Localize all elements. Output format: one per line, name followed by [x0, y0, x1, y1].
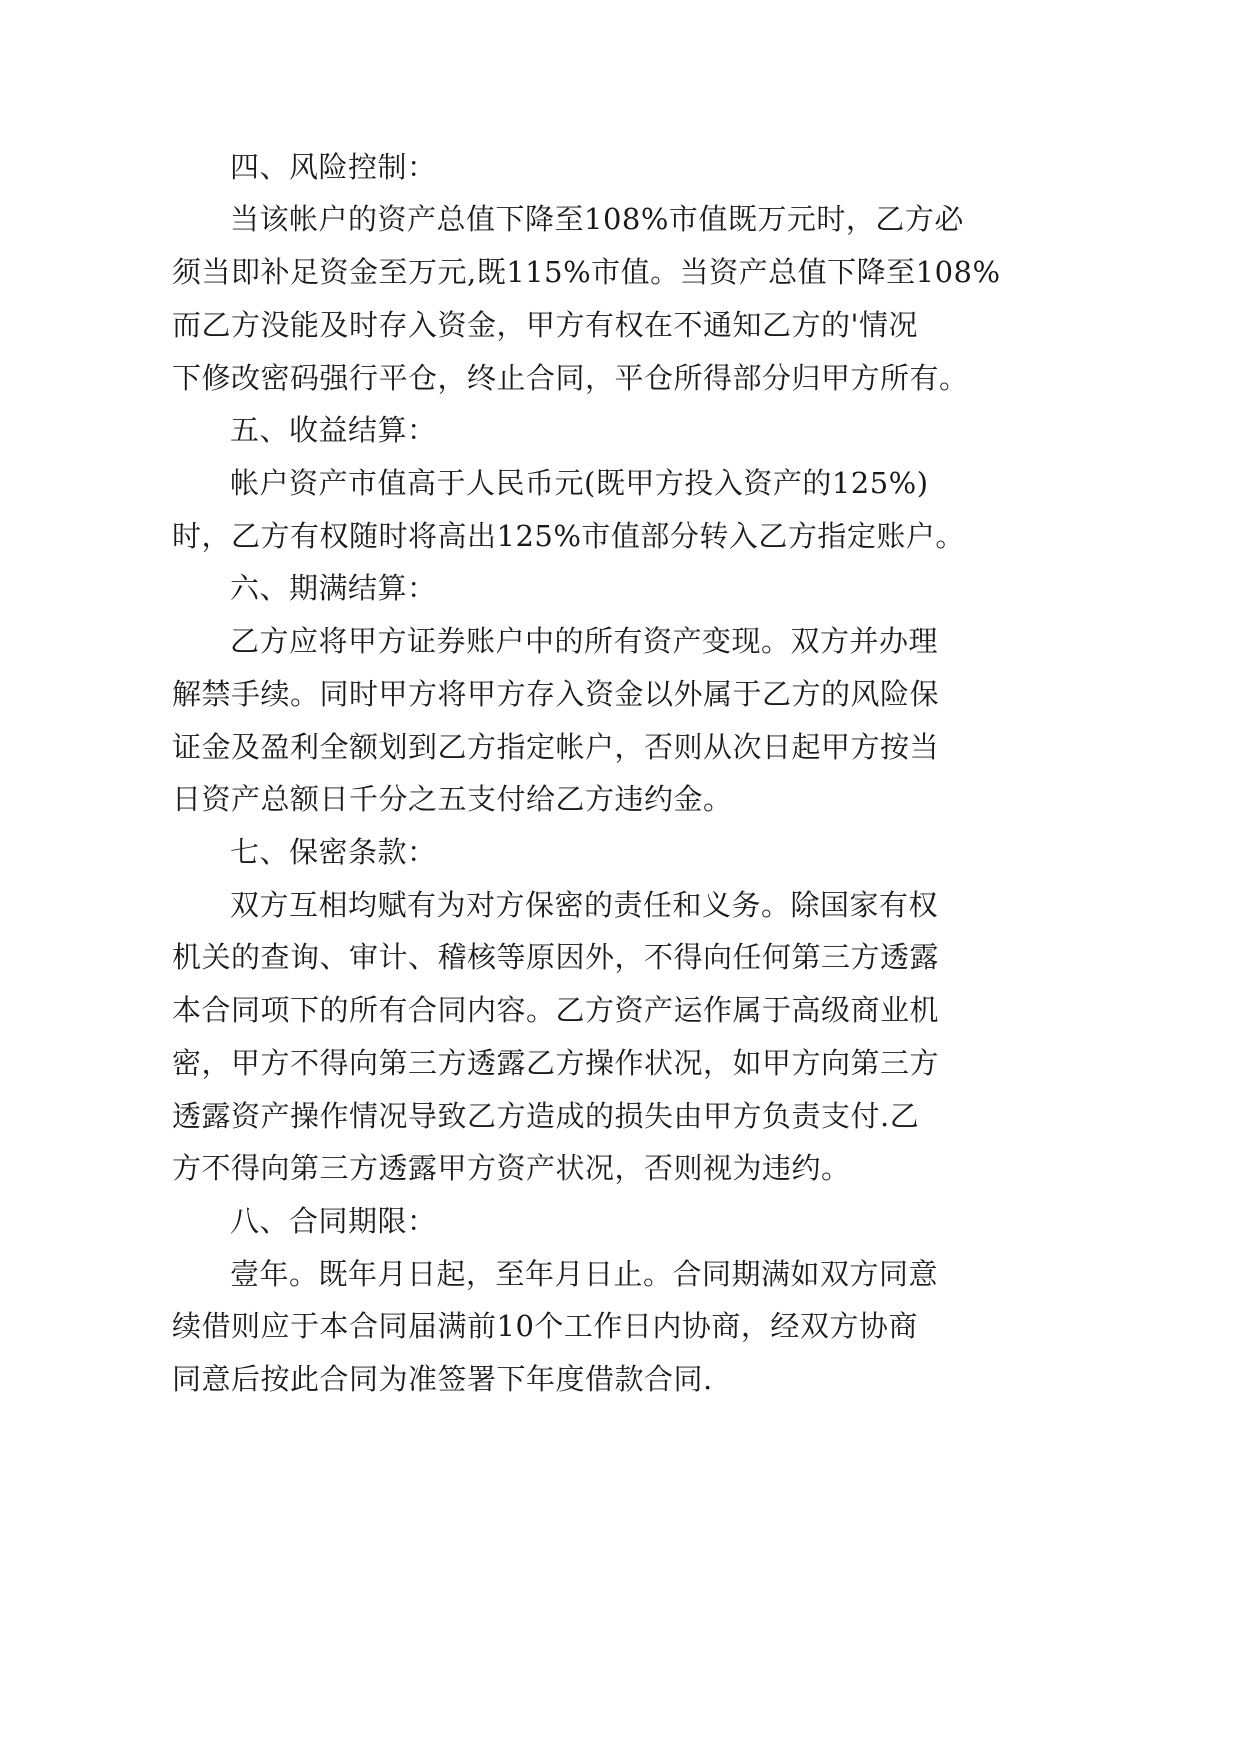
- paragraph-line: 壹年。既年月日起，至年月日止。合同期满如双方同意: [230, 1257, 939, 1291]
- paragraph-line: 日资产总额日千分之五支付给乙方违约金。: [172, 782, 733, 816]
- section-heading-maturity-settlement: 六、期满结算：: [230, 571, 437, 605]
- paragraph-line: 方不得向第三方透露甲方资产状况，否则视为违约。: [172, 1151, 851, 1185]
- paragraph-line: 机关的查询、审计、稽核等原因外，不得向任何第三方透露: [172, 940, 940, 974]
- section-heading-confidentiality: 七、保密条款：: [230, 835, 437, 869]
- paragraph-line: 下修改密码强行平仓，终止合同，平仓所得部分归甲方所有。: [172, 361, 969, 395]
- paragraph-line: 当该帐户的资产总值下降至108%市值既万元时，乙方必: [230, 202, 964, 236]
- paragraph-line: 双方互相均赋有为对方保密的责任和义务。除国家有权: [230, 888, 939, 922]
- paragraph-line: 同意后按此合同为准签署下年度借款合同.: [172, 1362, 713, 1396]
- paragraph-line: 须当即补足资金至万元,既115%市值。当资产总值下降至108%: [172, 255, 1001, 289]
- paragraph-line: 解禁手续。同时甲方将甲方存入资金以外属于乙方的风险保: [172, 677, 940, 711]
- paragraph-line: 而乙方没能及时存入资金，甲方有权在不通知乙方的'情况: [172, 308, 918, 342]
- paragraph-line: 时，乙方有权随时将高出125%市值部分转入乙方指定账户。: [172, 519, 965, 553]
- paragraph-line: 本合同项下的所有合同内容。乙方资产运作属于高级商业机: [172, 993, 940, 1027]
- section-heading-income-settlement: 五、收益结算：: [230, 413, 437, 447]
- paragraph-line: 透露资产操作情况导致乙方造成的损失由甲方负责支付.乙: [172, 1099, 920, 1133]
- paragraph-line: 乙方应将甲方证券账户中的所有资产变现。双方并办理: [230, 624, 939, 658]
- section-heading-risk-control: 四、风险控制：: [230, 150, 437, 184]
- paragraph-line: 续借则应于本合同届满前10个工作日内协商，经双方协商: [172, 1309, 918, 1343]
- paragraph-line: 帐户资产市值高于人民币元(既甲方投入资产的125%): [230, 466, 929, 500]
- paragraph-line: 证金及盈利全额划到乙方指定帐户，否则从次日起甲方按当: [172, 730, 940, 764]
- section-heading-contract-term: 八、合同期限：: [230, 1204, 437, 1238]
- paragraph-line: 密，甲方不得向第三方透露乙方操作状况，如甲方向第三方: [172, 1046, 940, 1080]
